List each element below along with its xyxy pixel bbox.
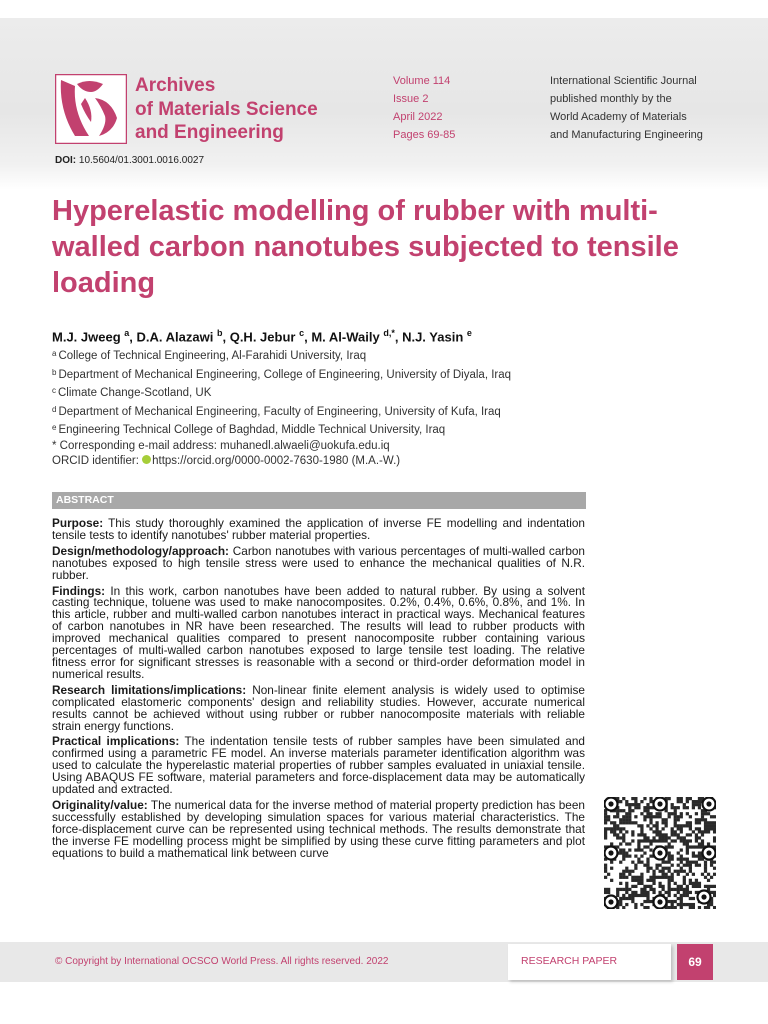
orcid-link[interactable]: https://orcid.org/0000-0002-7630-1980 (M.A.-W.) bbox=[152, 455, 401, 467]
affiliation-mark: e bbox=[52, 423, 57, 432]
abstract-section-text: The numerical data for the inverse method of material property prediction has been successfully established by developing simulation spaces for various material characteristics. The force-displacement curve can be represented using technical methods. The results demonstrate that the inverse FE modelling process might be simplified by using these curve fitting parameters and plot equations to build a mathematical link between curve bbox=[52, 797, 585, 860]
doi-label: DOI: bbox=[55, 155, 77, 166]
qr-code-icon bbox=[604, 797, 716, 909]
author-name: M.J. Jweeg bbox=[52, 329, 121, 345]
author-name: Q.H. Jebur bbox=[229, 329, 296, 345]
page-range: Pages 69-85 bbox=[393, 129, 456, 141]
issue-info bbox=[393, 72, 455, 144]
author-name: N.J. Yasin bbox=[402, 329, 464, 345]
journal-name bbox=[135, 74, 318, 145]
affiliation-text: Climate Change-Scotland, UK bbox=[58, 387, 212, 399]
author-separator: , bbox=[222, 329, 230, 345]
abstract-section-label: Originality/value: bbox=[52, 797, 148, 812]
abstract-section-text: The indentation tensile tests of rubber samples have been simulated and confirmed using a parametric FE model. An inverse materials parameter identification algorithm was used to calculate the hyperelastic material properties of rubber samples evaluated in uniaxial tensile. Using ABAQUS FE software, material parameters and force-displacement data may be automatically updated and extracted. bbox=[52, 734, 585, 797]
abstract-section-label: Findings: bbox=[52, 583, 106, 598]
abstract-section bbox=[52, 682, 585, 733]
abstract-section-text: In this work, carbon nanotubes have been added to natural rubber. By using a solvent casting technique, toluene was used to make nanocomposites. 0.2%, 0.4%, 0.6%, 0.8%, and 1%. In this article, rubber and multi-walled carbon nanotubes interact in practical ways. Mechanical features of carbon nanotubes in NR have been researched. The results will lead to rubber products with improved mechanical qualities compared to present nanocomposite rubber containing various percentages of multi-walled carbon nanotubes exposed to large tensile test loading. The relative fitness error for significant stresses is reasonable with a second or third-order deformation model in numerical results. bbox=[52, 583, 585, 681]
page-number: 69 bbox=[677, 944, 713, 980]
author-separator: , bbox=[129, 329, 137, 345]
author-separator: , bbox=[394, 329, 403, 345]
section-label: RESEARCH PAPER bbox=[521, 955, 618, 967]
author-affiliation-mark: a bbox=[124, 328, 130, 338]
publisher-line: World Academy of Materials bbox=[550, 111, 687, 123]
abstract-body bbox=[52, 518, 585, 863]
journal-logo bbox=[55, 74, 127, 144]
affiliations bbox=[52, 346, 511, 470]
affiliation-item bbox=[52, 402, 511, 421]
affiliation-text: Department of Mechanical Engineering, Faculty of Engineering, University of Kufa, Iraq bbox=[58, 405, 501, 418]
publisher-line: published monthly by the bbox=[550, 93, 672, 105]
affiliation-text: Engineering Technical College of Baghdad, Middle Technical University, Iraq bbox=[58, 424, 446, 436]
abstract-section bbox=[52, 736, 585, 796]
author-affiliation-mark: d,* bbox=[383, 328, 395, 338]
abstract-section-text: Carbon nanotubes with various percentages of multi-walled carbon nanotubes exposed to high tensile stress were used to enhance the mechanical qualities of N.R. rubber. bbox=[52, 543, 585, 582]
issue-date: April 2022 bbox=[393, 111, 443, 123]
abstract-section bbox=[52, 583, 585, 681]
abstract-heading: ABSTRACT bbox=[52, 492, 586, 509]
author-affiliation-mark: c bbox=[299, 328, 305, 338]
affiliation-item bbox=[52, 420, 511, 439]
affiliation-item bbox=[52, 346, 511, 365]
journal-name-line: of Materials Science bbox=[135, 98, 318, 120]
paper-title: Hyperelastic modelling of rubber with multi-walled carbon nanotubes subjected to tensile loading bbox=[52, 195, 679, 299]
affiliation-mark: d bbox=[52, 404, 57, 414]
publisher-line: and Manufacturing Engineering bbox=[550, 129, 703, 141]
abstract-section-text: Non-linear finite element analysis is widely used to optimise complicated elastomeric components' design and reliability studies. However, accurate numerical results cannot be achieved without using rubber or rubber nanocomposite materials with reliable strain energy functions. bbox=[52, 682, 585, 733]
abstract-section bbox=[52, 518, 585, 542]
abstract-section-text: This study thoroughly examined the application of inverse FE modelling and indentation tensile tests to identify nanotubes' rubber material properties. bbox=[52, 516, 585, 542]
affiliation-list bbox=[52, 346, 511, 439]
orcid-line bbox=[52, 454, 511, 470]
issue-number: Issue 2 bbox=[393, 93, 429, 105]
affiliation-mark: a bbox=[52, 349, 57, 358]
orcid-label: ORCID identifier: bbox=[52, 455, 143, 467]
copyright: © Copyright by International OCSCO World Press. All rights reserved. 2022 bbox=[55, 956, 389, 967]
abstract-section-label: Research limitations/implications: bbox=[52, 682, 247, 697]
abstract-section-label: Design/methodology/approach: bbox=[52, 543, 229, 558]
abstract-section-label: Practical implications: bbox=[52, 734, 180, 749]
affiliation-mark: b bbox=[52, 367, 57, 377]
volume: Volume 114 bbox=[393, 75, 451, 87]
orcid-icon bbox=[142, 455, 151, 464]
abstract-section-label: Purpose: bbox=[52, 516, 104, 530]
author-separator: , bbox=[304, 329, 312, 345]
journal-name-line: and Engineering bbox=[135, 122, 284, 143]
journal-name-line: Archives bbox=[135, 75, 216, 96]
publisher-info bbox=[550, 72, 703, 144]
abstract-section bbox=[52, 543, 585, 582]
publisher-line: International Scientific Journal bbox=[550, 75, 697, 87]
affiliation-text: Department of Mechanical Engineering, College of Engineering, University of Diyala, Iraq bbox=[58, 368, 512, 381]
author-list bbox=[52, 328, 472, 344]
abstract-section bbox=[52, 797, 585, 860]
author-affiliation-mark: e bbox=[466, 328, 472, 338]
doi bbox=[55, 155, 204, 166]
corresponding-email[interactable]: * Corresponding e-mail address: muhanedl.alwaeli@uokufa.edu.iq bbox=[52, 439, 390, 452]
affiliation-mark: c bbox=[52, 386, 56, 395]
affiliation-item bbox=[52, 365, 511, 384]
affiliation-item bbox=[52, 383, 511, 402]
author-name: M. Al-Waily bbox=[311, 329, 380, 345]
affiliation-text: College of Technical Engineering, Al-Farahidi University, Iraq bbox=[58, 350, 367, 362]
doi-link[interactable]: 10.5604/01.3001.0016.0027 bbox=[78, 155, 205, 166]
author-affiliation-mark: b bbox=[216, 328, 223, 338]
author-name: D.A. Alazawi bbox=[136, 329, 214, 345]
